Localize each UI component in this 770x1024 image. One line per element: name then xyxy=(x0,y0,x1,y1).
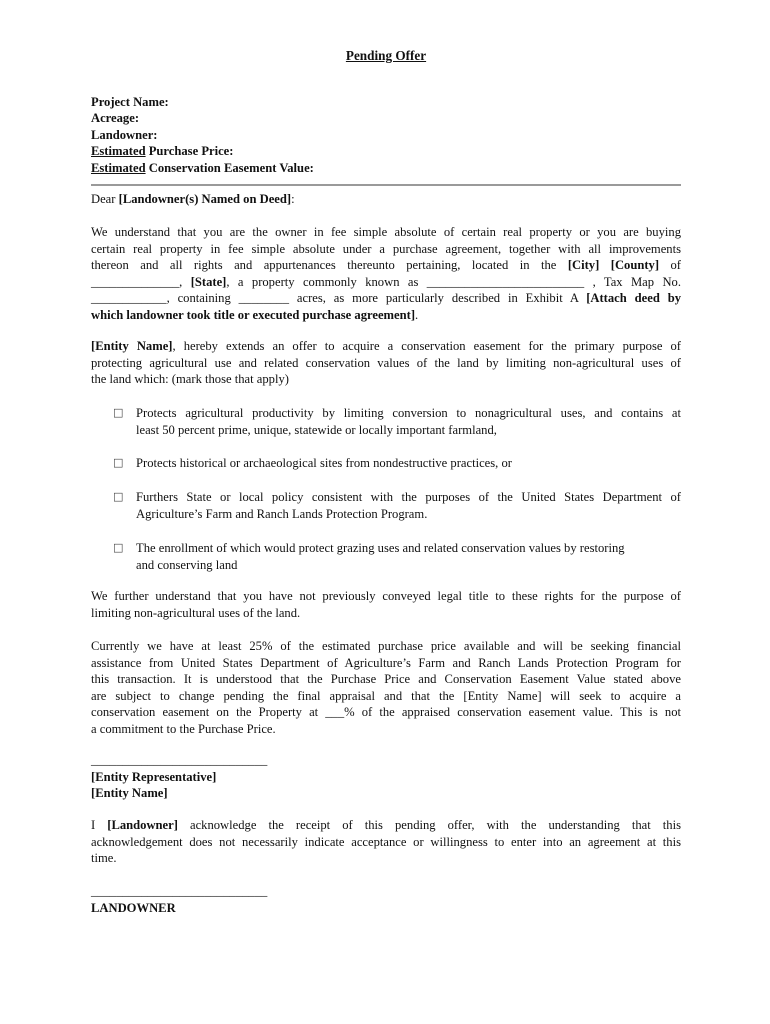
text-line: conservation easement on the Property at ___% of the appraised conservation easement value. This is not xyxy=(91,705,681,720)
entity-name-placeholder: [Entity Name] xyxy=(91,339,173,353)
checkbox-icon[interactable]: □ xyxy=(113,541,124,554)
text-line: are subject to change pending the final appraisal and that the [Entity Name] will seek to acquire a xyxy=(91,688,681,703)
landowner-label: LANDOWNER xyxy=(91,900,176,915)
easement-value-text: Conservation Easement Value: xyxy=(145,160,314,175)
greeting xyxy=(91,191,295,208)
entity-signature-block xyxy=(91,752,267,802)
checkbox-item-text xyxy=(136,489,681,522)
paragraph-title-rights xyxy=(91,588,681,621)
text-line: The enrollment of which would protect grazing uses and related conservation values by restoring xyxy=(136,541,625,555)
text-span: of xyxy=(659,258,681,273)
estimated-easement-value-label xyxy=(91,160,314,176)
text-line: time. xyxy=(91,851,117,866)
acreage-label: Acreage: xyxy=(91,111,140,126)
paragraph-ownership xyxy=(91,224,681,324)
estimated-word: Estimated xyxy=(91,144,146,159)
state-placeholder: [State] xyxy=(190,274,227,289)
text-span: , hereby extends an offer to acquire a conservation easement for the primary purpose of xyxy=(172,339,681,353)
checkbox-item-text xyxy=(136,405,681,438)
greeting-prefix: Dear xyxy=(91,192,119,206)
text-line xyxy=(91,817,681,834)
entity-representative-label: [Entity Representative] xyxy=(91,769,217,784)
text-line xyxy=(91,338,681,355)
text-span: I xyxy=(91,818,108,832)
text-span: thereon and all rights and appurtenances thereunto pertaining, located in the xyxy=(91,258,568,273)
attach-deed-note: [Attach deed by xyxy=(586,291,682,306)
checkbox-icon[interactable]: □ xyxy=(113,490,124,503)
text-line: assistance from United States Department of Agriculture’s Farm and Ranch Lands Protection Program for xyxy=(91,655,681,670)
document-title: Pending Offer xyxy=(345,48,427,63)
text-line: the land which: (mark those that apply) xyxy=(91,372,289,387)
paragraph-acknowledgement xyxy=(91,817,681,867)
estimated-purchase-price-label xyxy=(91,143,314,159)
paragraph-financing xyxy=(91,638,681,738)
project-name-label: Project Name: xyxy=(91,95,169,109)
entity-name-label: [Entity Name] xyxy=(91,786,168,801)
greeting-name: [Landowner(s) Named on Deed] xyxy=(118,192,292,206)
text-line: We understand that you are the owner in fee simple absolute of certain real property or you are buying xyxy=(91,225,681,239)
text-line: We further understand that you have not previously conveyed legal title to these rights for the purpose of xyxy=(91,589,681,603)
greeting-suffix: : xyxy=(291,192,295,206)
text-line xyxy=(91,307,681,324)
text-line xyxy=(91,290,681,307)
project-fields xyxy=(91,94,314,176)
text-line xyxy=(91,257,681,274)
horizontal-rule xyxy=(91,184,681,186)
text-line: Protects historical or archaeological sites from nondestructive practices, or xyxy=(136,456,512,470)
estimated-word: Estimated xyxy=(91,160,146,175)
signature-line: ____________________________ xyxy=(91,884,268,898)
text-span: ____________, containing ________ acres, as more particularly described in Exhibit A xyxy=(91,291,587,306)
text-line xyxy=(91,274,681,291)
text-line: least 50 percent prime, unique, statewide or locally important farmland, xyxy=(136,422,497,437)
city-county-placeholder: [City] [County] xyxy=(567,258,660,273)
text-line: this transaction. It is understood that the Purchase Price and Conservation Easement Value stated above xyxy=(91,672,681,687)
text-span: ______________, xyxy=(91,274,191,289)
checkbox-item-text xyxy=(136,455,681,472)
landowner-label: Landowner: xyxy=(91,127,158,142)
text-line: limiting non-agricultural uses of the land. xyxy=(91,605,301,620)
text-line: and conserving land xyxy=(136,557,238,572)
checkbox-item-text xyxy=(136,540,681,573)
text-line: certain real property in fee simple absolute under a purchase agreement, together with all improvements xyxy=(91,241,681,256)
text-line: Furthers State or local policy consistent with the purposes of the United States Department of xyxy=(136,490,681,504)
checkbox-icon[interactable]: □ xyxy=(113,456,124,469)
text-line: Protects agricultural productivity by limiting conversion to nonagricultural uses, and contains at xyxy=(136,406,681,420)
text-span: , a property commonly known as _________________________ , Tax Map No. xyxy=(226,274,681,289)
text-line: a commitment to the Purchase Price. xyxy=(91,721,276,736)
paragraph-offer xyxy=(91,338,681,388)
text-span: . xyxy=(415,307,419,322)
checkbox-icon[interactable]: □ xyxy=(113,406,124,419)
attach-deed-note: which landowner took title or executed purchase agreement] xyxy=(91,307,416,322)
signature-line: ____________________________ xyxy=(91,753,268,767)
text-span: acknowledge the receipt of this pending offer, with the understanding that this xyxy=(177,818,681,832)
text-line: protecting agricultural use and related conservation values of the land by limiting non-agricultural uses of xyxy=(91,355,681,370)
text-line: Currently we have at least 25% of the estimated purchase price available and will be seeking financial xyxy=(91,639,681,653)
landowner-signature-block xyxy=(91,883,267,916)
text-line: Agriculture’s Farm and Ranch Lands Protection Program. xyxy=(136,506,428,521)
landowner-placeholder: [Landowner] xyxy=(107,818,178,832)
purchase-price-text: Purchase Price: xyxy=(145,144,234,159)
text-line: acknowledgement does not necessarily indicate acceptance or willingness to enter into an agreement at this xyxy=(91,834,681,849)
